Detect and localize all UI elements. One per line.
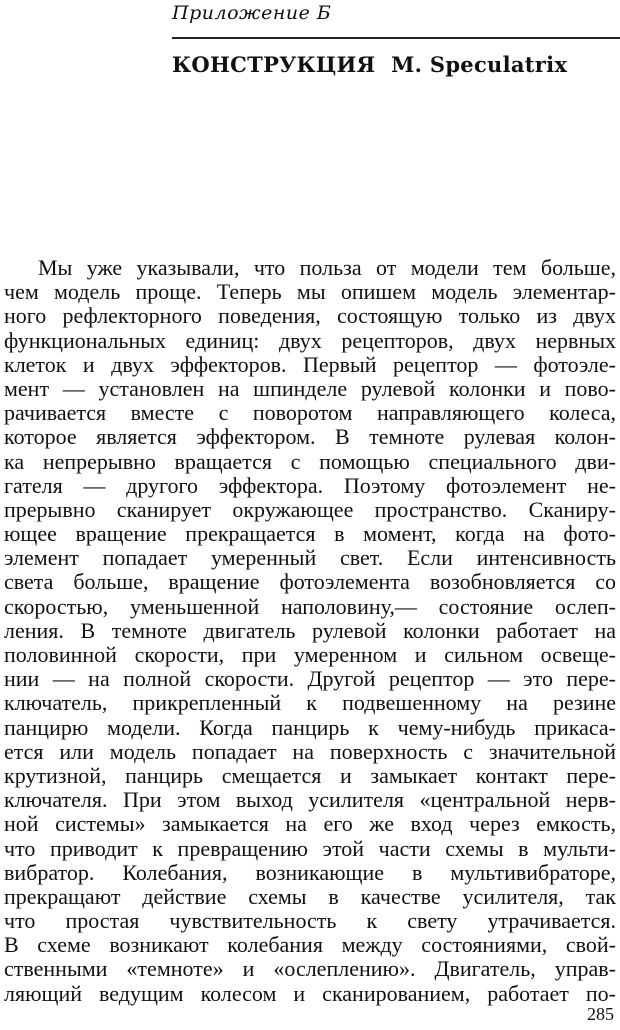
text-line: ного рефлекторного поведения, состоящую только из двух (4, 304, 616, 329)
text-line: ключателя. При этом выход усилителя «центральной нерв- (4, 788, 616, 813)
text-line: элемент попадает умеренный свет. Если интенсивность (4, 546, 616, 571)
body-paragraph (4, 256, 616, 1006)
text-line: клеток и двух эффекторов. Первый рецептор — фотоэле- (4, 352, 616, 377)
running-head: Приложение Б (172, 2, 332, 24)
text-line: ственными «темноте» и «ослеплению». Двигатель, управ- (4, 957, 616, 982)
text-line: нии — на полной скорости. Другой рецептор — это пере- (4, 667, 616, 692)
text-line: чем модель проще. Теперь мы опишем модель элементар- (4, 280, 616, 305)
text-line: ется или модель попадает на поверхность с значительной (4, 739, 616, 764)
text-line: ной системы» замыкается на его же вход через емкость, (4, 812, 616, 837)
text-line: ющее вращение прекращается в момент, когда на фото- (4, 522, 616, 547)
text-line: гателя — другого эффектора. Поэтому фотоэлемент не- (4, 473, 616, 498)
chapter-title-main: КОНСТРУКЦИЯ (172, 52, 376, 77)
chapter-title (172, 52, 567, 77)
text-line: ключатель, прикрепленный к подвешенному на резине (4, 691, 616, 716)
text-line: мент — установлен на шпинделе рулевой колонки и пово- (4, 376, 616, 401)
text-line: В схеме возникают колебания между состояниями, свой- (4, 933, 616, 958)
text-line: функциональных единиц: двух рецепторов, двух нервных (4, 328, 616, 353)
text-line: прекращают действие схемы в качестве усилителя, так (4, 884, 616, 909)
text-line: прерывно сканирует окружающее пространство. Сканиру- (4, 497, 616, 522)
text-line: скоростью, уменьшенной наполовину,— состояние ослеп- (4, 594, 616, 619)
text-line: что приводит к превращению этой части схемы в мульти- (4, 836, 616, 861)
text-line: света больше, вращение фотоэлемента возобновляется со (4, 570, 616, 595)
text-line: которое является эффектором. В темноте рулевая колон- (4, 425, 616, 450)
header-rule (172, 37, 620, 39)
text-line: вибратор. Колебания, возникающие в мультивибраторе, (4, 860, 616, 885)
text-line: панцирю модели. Когда панцирь к чему-нибудь прикаса- (4, 715, 616, 740)
text-line: Мы уже указывали, что польза от модели тем больше, (38, 256, 616, 280)
text-line: половинной скорости, при умеренном и сильном освеще- (4, 643, 616, 667)
text-line: ка непрерывно вращается с помощью специального дви- (4, 449, 616, 474)
page-number: 285 (587, 1004, 614, 1024)
text-line: ления. В темноте двигатель рулевой колонки работает на (4, 618, 616, 643)
text-line: ляющий ведущим колесом и сканированием, работает по- (4, 981, 616, 1006)
text-line: крутизной, панцирь смещается и замыкает контакт пере- (4, 763, 616, 788)
text-line: что простая чувствительность к свету утрачивается. (4, 909, 616, 934)
text-line: рачивается вместе с поворотом направляющего колеса, (4, 401, 616, 426)
chapter-title-latin: M. Speculatrix (391, 52, 568, 77)
